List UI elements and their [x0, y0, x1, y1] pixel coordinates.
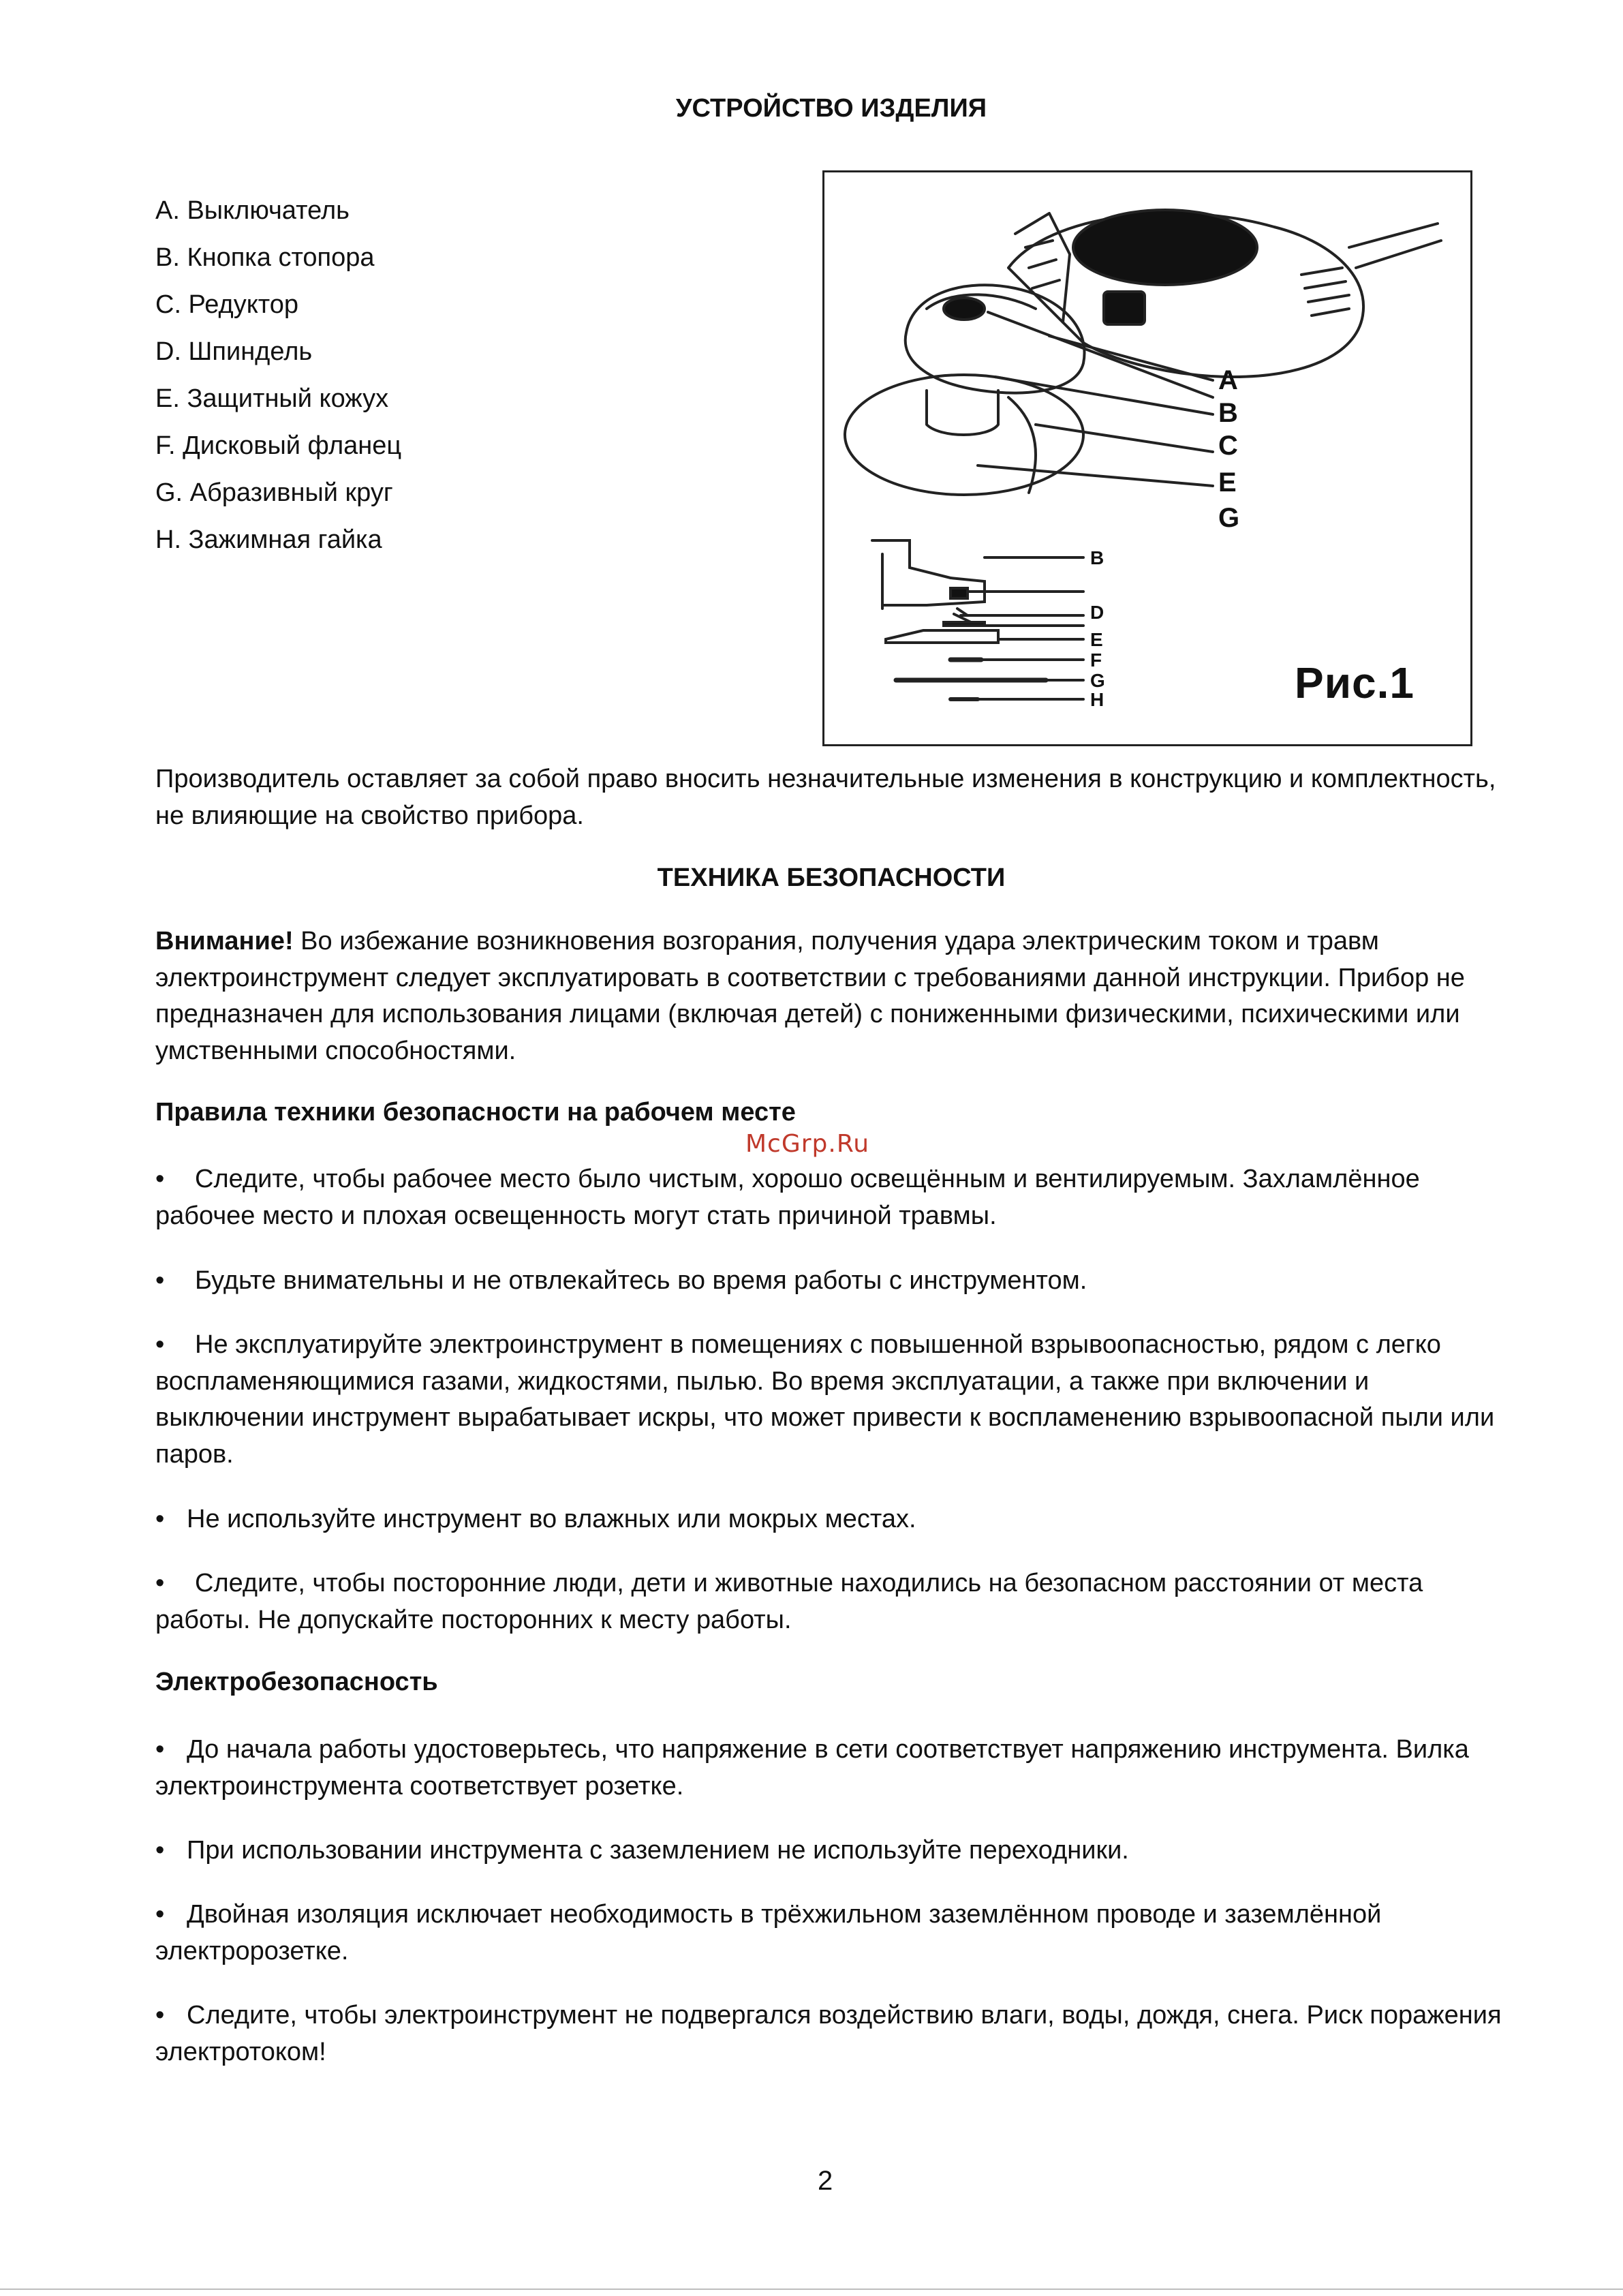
workplace-item-4: • Не используйте инструмент во влажных или мокрых местах.	[155, 1501, 1511, 1538]
electrical-heading: Электробезопасность	[155, 1668, 438, 1696]
exploded-label-h: H	[1090, 689, 1104, 710]
electrical-item-1: • До начала работы удостоверьтесь, что напряжение в сети соответствует напряжению инструмента. Вилка электроинструмента соответствует розетке.	[155, 1732, 1511, 1805]
figure-caption: Рис.1	[1295, 658, 1415, 707]
warning-paragraph	[155, 923, 1511, 1069]
workplace-item-5: • Следите, чтобы посторонние люди, дети и животные находились на безопасном расстоянии от места работы. Не допускайте посторонних к месту работы.	[155, 1565, 1511, 1638]
section-title-safety: ТЕХНИКА БЕЗОПАСНОСТИ	[657, 863, 1006, 892]
part-item-f: F. Дисковый фланец	[155, 431, 402, 460]
page-number: 2	[818, 2166, 833, 2196]
workplace-item-1: • Следите, чтобы рабочее место было чистым, хорошо освещённым и вентилируемым. Захламлённое рабочее место и плохая освещенность могут стать причиной травмы.	[155, 1161, 1511, 1234]
callout-label-a: A	[1218, 365, 1238, 395]
part-item-a: A. Выключатель	[155, 196, 350, 225]
part-item-g: G. Абразивный круг	[155, 478, 393, 507]
callout-label-e: E	[1218, 468, 1237, 498]
angle-grinder-figure	[822, 170, 1472, 746]
bullet: •	[155, 1569, 165, 1597]
callout-label-g: G	[1218, 503, 1240, 533]
bullet: •	[155, 2001, 165, 2030]
exploded-label-d: D	[1090, 602, 1104, 623]
section-title-device: УСТРОЙСТВО ИЗДЕЛИЯ	[675, 94, 987, 123]
bottom-divider	[0, 2289, 1623, 2290]
warning-text: Во избежание возникновения возгорания, получения удара электрическим током и травм электроинструмент следует эксплуатировать в соответствии с требованиями данной инструкции. Прибор не предназначен для использования лицами (включая детей) с пониженными физическими, психическими или умственными способностями.	[155, 927, 1465, 1065]
bullet: •	[155, 1836, 165, 1865]
electrical-item-4: • Следите, чтобы электроинструмент не подвергался воздействию влаги, воды, дождя, снега. Риск поражения электротоком!	[155, 1997, 1511, 2070]
bullet: •	[155, 1330, 165, 1359]
workplace-item-3: • Не эксплуатируйте электроинструмент в помещениях с повышенной взрывоопасностью, рядом с легко воспламеняющимися газами, жидкостями, пылью. Во время эксплуатации, а также при включении и выключении инструмент вырабатывает искры, что может привести к воспламенению взрывоопасной пыли или паров.	[155, 1327, 1511, 1473]
watermark: McGrp.Ru	[745, 1130, 870, 1158]
part-item-c: C. Редуктор	[155, 290, 299, 319]
callout-label-b: B	[1218, 398, 1238, 428]
electrical-item-3: • Двойная изоляция исключает необходимость в трёхжильном заземлённом проводе и заземлённой электророзетке.	[155, 1897, 1511, 1970]
part-item-b: B. Кнопка стопора	[155, 243, 375, 272]
part-item-e: E. Защитный кожух	[155, 384, 389, 413]
bullet: •	[155, 1735, 165, 1764]
bullet: •	[155, 1266, 165, 1295]
exploded-label-g: G	[1090, 670, 1105, 691]
bullet: •	[155, 1900, 165, 1929]
exploded-label-f: F	[1090, 649, 1102, 671]
workplace-heading: Правила техники безопасности на рабочем месте	[155, 1098, 796, 1127]
callout-label-c: C	[1218, 431, 1238, 461]
exploded-label-b: B	[1090, 547, 1104, 568]
bullet: •	[155, 1505, 165, 1533]
exploded-label-e: E	[1090, 629, 1103, 650]
part-item-d: D. Шпиндель	[155, 337, 313, 366]
electrical-item-2: • При использовании инструмента с заземлением не используйте переходники.	[155, 1833, 1511, 1869]
parts-list	[155, 192, 401, 568]
manufacturer-note: Производитель оставляет за собой право вносить незначительные изменения в конструкцию и комплектность, не влияющие на свойство прибора.	[155, 765, 1496, 830]
warning-label: Внимание!	[155, 927, 294, 955]
bullet: •	[155, 1165, 165, 1193]
workplace-item-2: • Будьте внимательны и не отвлекайтесь во время работы с инструментом.	[155, 1263, 1511, 1300]
part-item-h: H. Зажимная гайка	[155, 525, 382, 554]
